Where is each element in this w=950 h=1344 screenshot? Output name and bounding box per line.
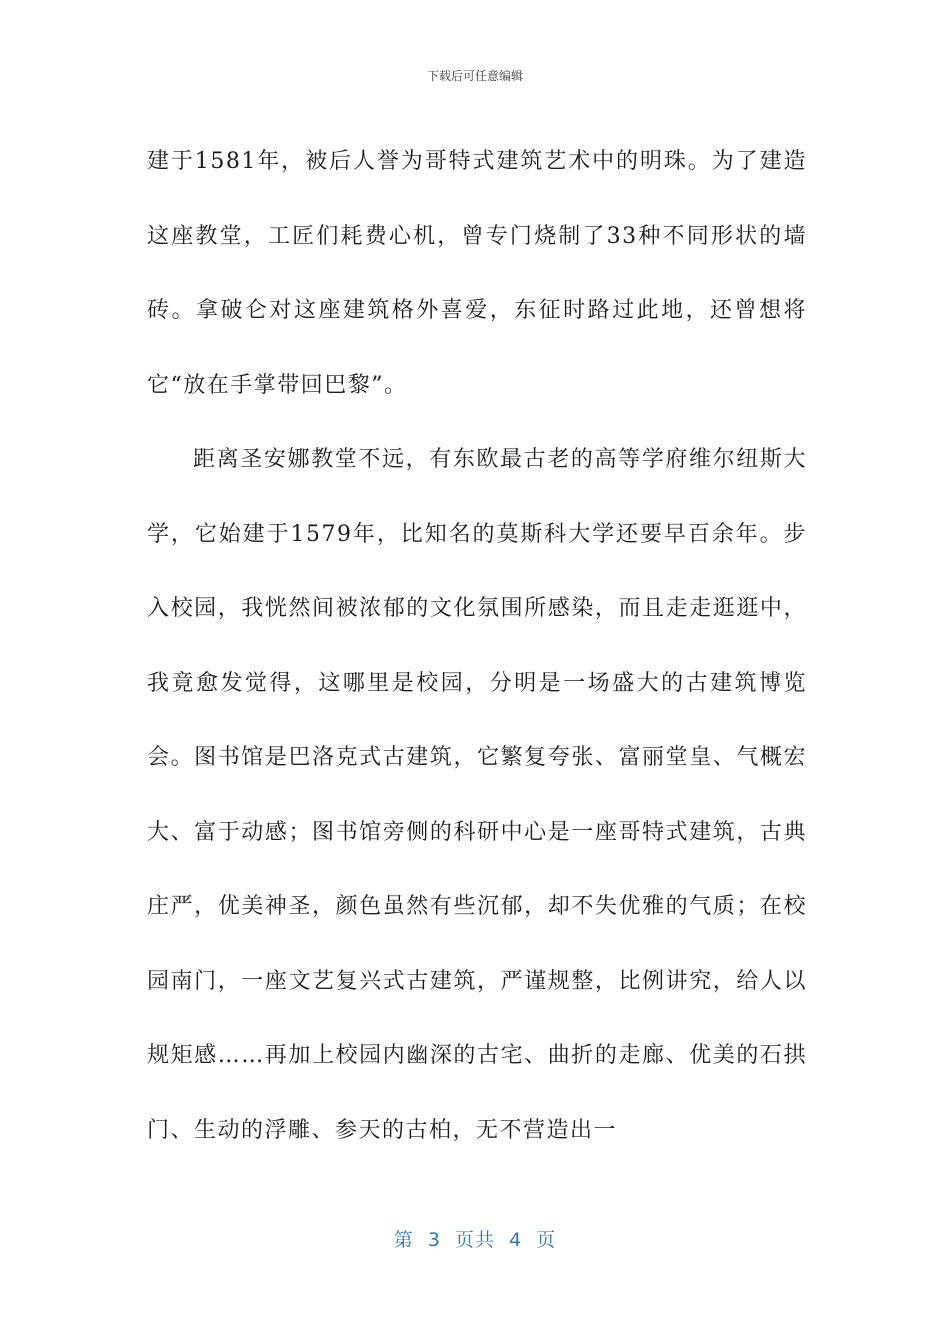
paragraph-continuation: 建于1581年，被后人誉为哥特式建筑艺术中的明珠。为了建造这座教堂，工匠们耗费心机，曾专门烧制了33种不同形状的墙砖。拿破仑对这座建筑格外喜爱，东征时路过此地，还曾想将它“放在手掌带回巴黎”。 [147,149,807,398]
page-number: 第 3 页共 4 页 [393,1229,557,1251]
page-header: 下载后可任意编辑 [426,69,523,83]
paragraph-vilnius-university: 距离圣安娜教堂不远，有东欧最古老的高等学府维尔纽斯大学，它始建于1579年，比知名的莫斯科大学还要早百余年。步入校园，我恍然间被浓郁的文化氛围所感染，而且走走逛逛中，我竟愈发觉得，这哪里是校园，分明是一场盛大的古建筑博览会。图书馆是巴洛克式古建筑，它繁复夸张、富丽堂皇、气概宏大、富于动感；图书馆旁侧的科研中心是一座哥特式建筑，古典庄严，优美神圣，颜色虽然有些沉郁，却不失优雅的气质；在校园南门，一座文艺复兴式古建筑，严谨规整，比例讲究，给人以规矩感……再加上校园内幽深的古宅、曲折的走廊、优美的石拱门、生动的浮雕、参天的古柏，无不营造出一 [147,447,807,1143]
document-body [147,125,807,1168]
